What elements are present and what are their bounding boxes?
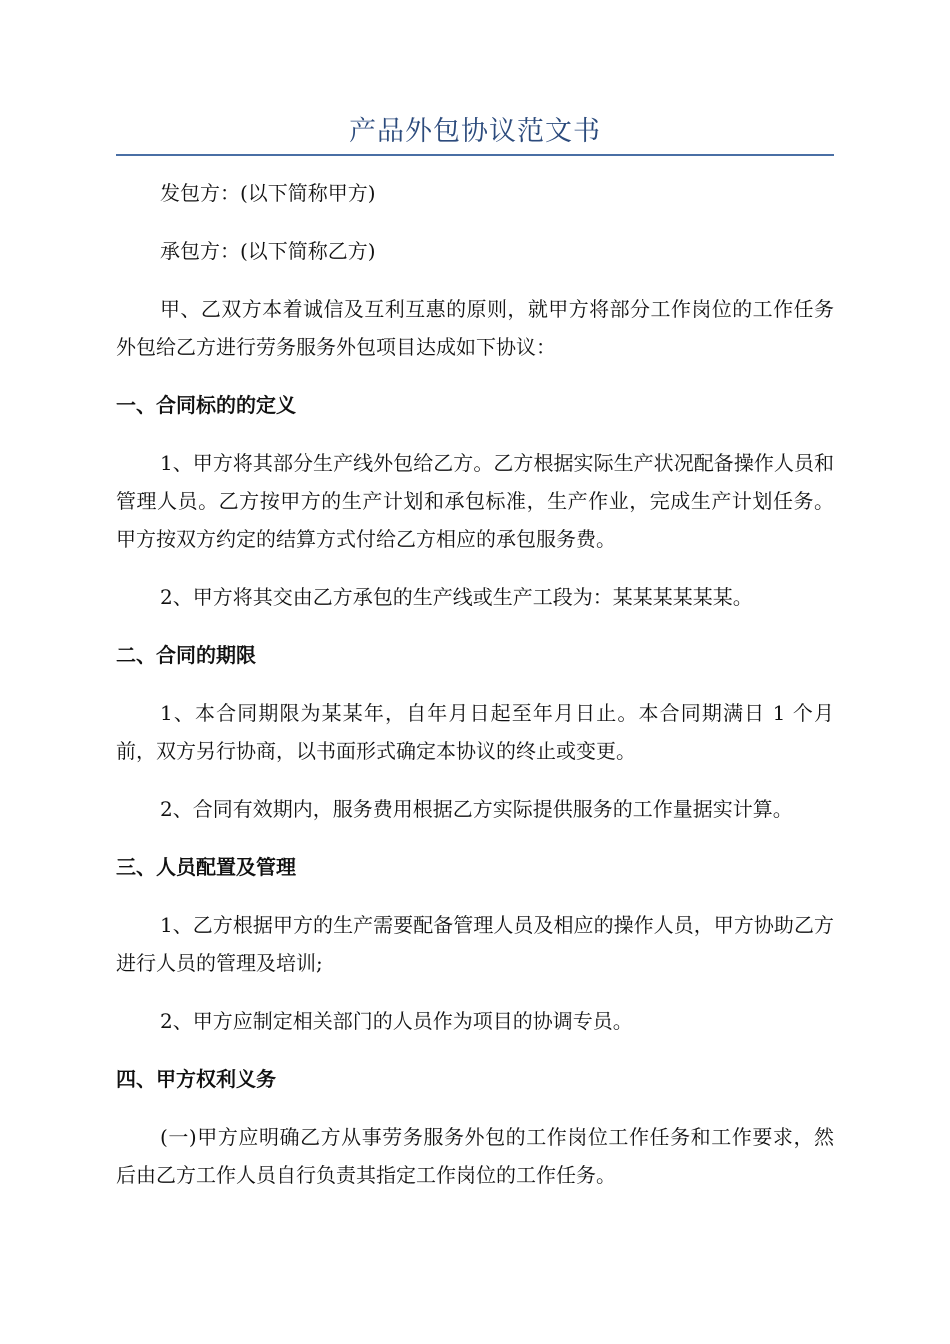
section-heading-2: 二、合同的期限 xyxy=(116,643,256,667)
section-3-clause-1: 1、乙方根据甲方的生产需要配备管理人员及相应的操作人员，甲方协助乙方进行人员的管理及培训; xyxy=(116,913,834,975)
section-heading-3: 三、人员配置及管理 xyxy=(116,855,296,879)
document-title: 产品外包协议范文书 xyxy=(349,116,601,147)
section-heading-4: 四、甲方权利义务 xyxy=(116,1067,276,1091)
document-body xyxy=(116,174,834,1194)
contractor-party-line: 发包方：(以下简称甲方) xyxy=(160,181,376,205)
contractee-party-line: 承包方：(以下简称乙方) xyxy=(160,239,376,263)
section-4-clause-1: (一)甲方应明确乙方从事劳务服务外包的工作岗位工作任务和工作要求，然后由乙方工作人员自行负责其指定工作岗位的工作任务。 xyxy=(116,1125,834,1187)
section-2-clause-1: 1、本合同期限为某某年，自年月日起至年月日止。本合同期满日 1 个月前，双方另行协商，以书面形式确定本协议的终止或变更。 xyxy=(116,701,834,763)
intro-paragraph: 甲、乙双方本着诚信及互利互惠的原则，就甲方将部分工作岗位的工作任务外包给乙方进行劳务服务外包项目达成如下协议： xyxy=(116,297,834,359)
section-1-clause-2: 2、甲方将其交由乙方承包的生产线或生产工段为：某某某某某某。 xyxy=(160,585,753,609)
title-underline xyxy=(116,154,834,156)
section-1-clause-1: 1、甲方将其部分生产线外包给乙方。乙方根据实际生产状况配备操作人员和管理人员。乙方按甲方的生产计划和承包标准，生产作业，完成生产计划任务。甲方按双方约定的结算方式付给乙方相应的承包服务费。 xyxy=(116,451,834,551)
section-heading-1: 一、合同标的的定义 xyxy=(116,393,296,417)
section-3-clause-2: 2、甲方应制定相关部门的人员作为项目的协调专员。 xyxy=(160,1009,633,1033)
section-2-clause-2: 2、合同有效期内，服务费用根据乙方实际提供服务的工作量据实计算。 xyxy=(160,797,793,821)
